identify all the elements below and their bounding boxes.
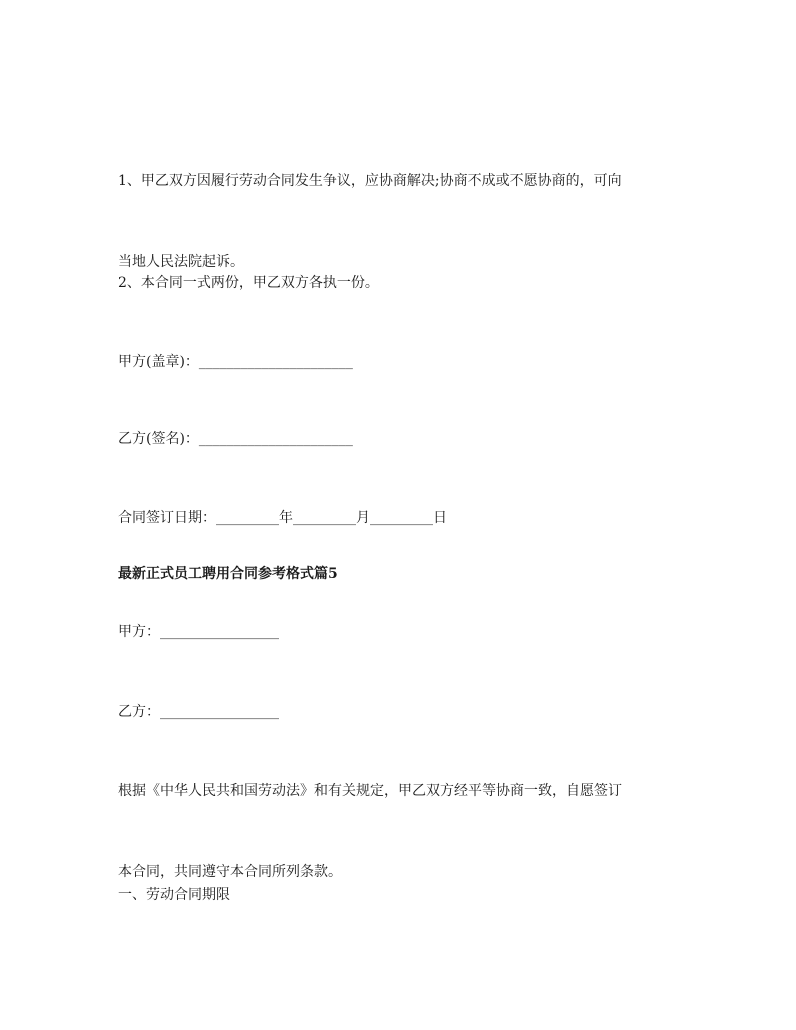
preamble-line-1: 根据《中华人民共和国劳动法》和有关规定，甲乙双方经平等协商一致，自愿签订 — [118, 783, 622, 799]
clause-2-text: 2、本合同一式两份，甲乙双方各执一份。 — [118, 275, 379, 291]
article-1-heading — [118, 828, 690, 963]
party-b-sign-text: 乙方(签名)：______________________ — [118, 431, 353, 447]
preamble-line-2: 本合同，共同遵守本合同所列条款。 — [118, 864, 342, 880]
party-a-text: 甲方：_________________ — [118, 624, 279, 640]
clause-1-line-1: 1、甲乙双方因履行劳动合同发生争议，应协商解决;协商不成或不愿协商的，可向 — [118, 173, 622, 189]
party-b-text: 乙方：_________________ — [118, 704, 279, 720]
party-a-seal-text: 甲方(盖章)：______________________ — [118, 354, 353, 370]
article-1-title: 一、劳动合同期限 — [118, 887, 230, 903]
sign-date-text: 合同签订日期：_________年_________月_________日 — [118, 510, 447, 526]
clause-1-line-2: 当地人民法院起诉。 — [118, 254, 244, 270]
section-title: 最新正式员工聘用合同参考格式篇5 — [118, 566, 338, 582]
